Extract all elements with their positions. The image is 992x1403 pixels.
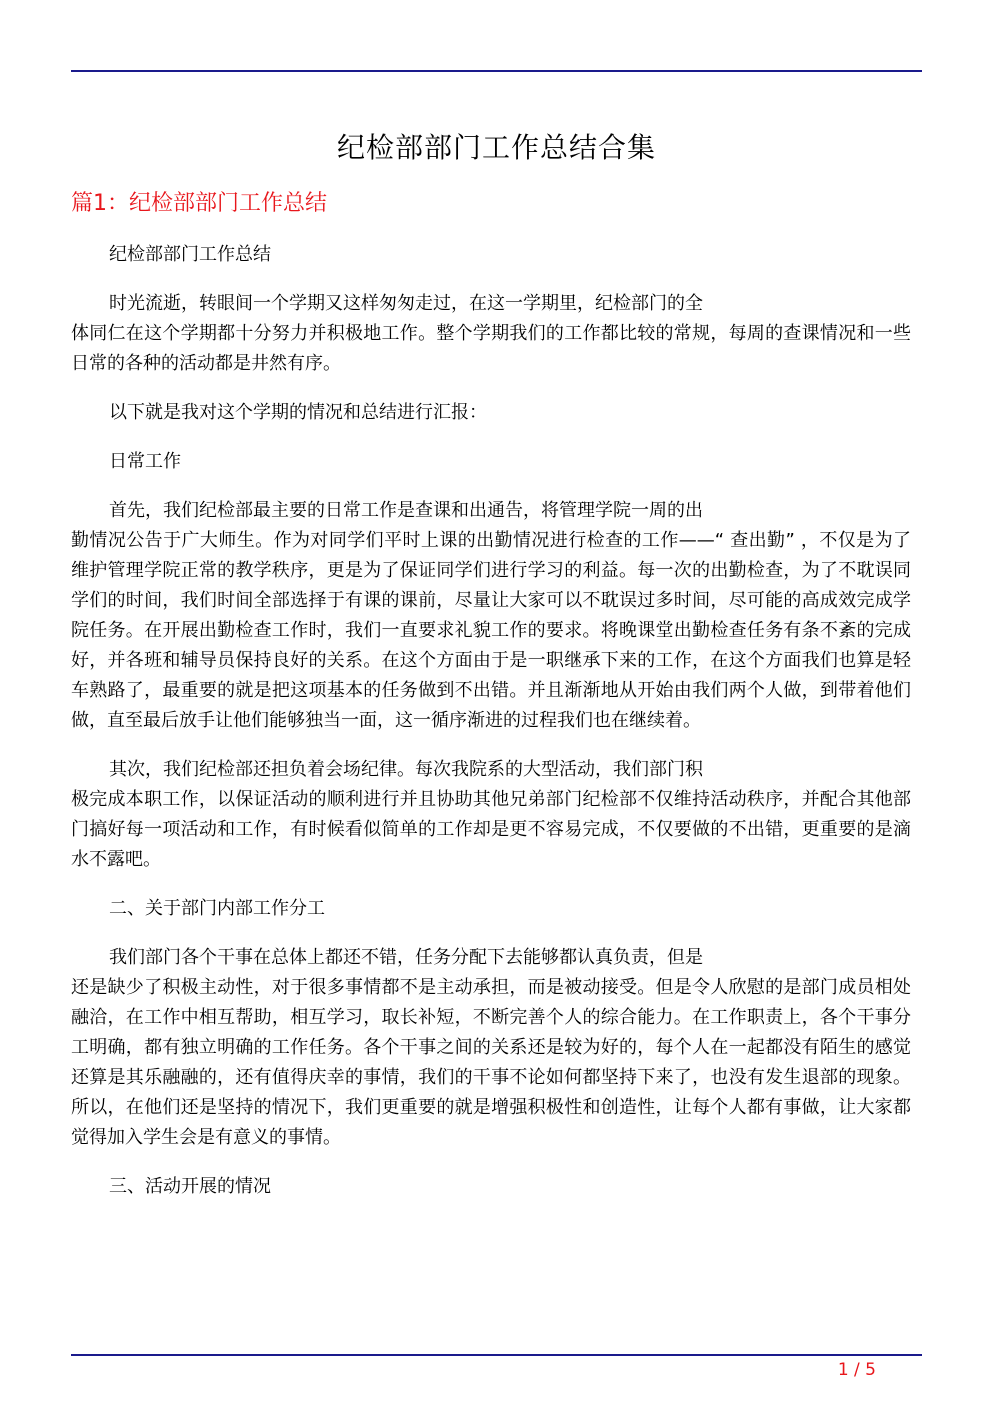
paragraph bbox=[71, 447, 911, 477]
footer-rule bbox=[71, 1354, 922, 1356]
paragraph-first-line: 首先，我们纪检部最主要的日常工作是查课和出通告，将管理学院一周的出 bbox=[109, 500, 703, 521]
paragraph bbox=[71, 894, 911, 924]
paragraph-first-line: 三、活动开展的情况 bbox=[109, 1176, 271, 1197]
paragraph bbox=[71, 755, 911, 875]
paragraph-first-line: 我们部门各个干事在总体上都还不错，任务分配下去能够都认真负责，但是 bbox=[109, 947, 703, 968]
paragraph-continuation: 勤情况公告于广大师生。作为对同学们平时上课的出勤情况进行检查的工作——“ 查出勤” ，不仅是为了维护管理学院正常的教学秩序，更是为了保证同学们进行学习的利益。每一次的出勤检查，为了不耽误同学们的时间，我们时间全部选择于有课的课前，尽量让大家可以不耽误过多时间，尽可能的高成效完成学院任务。在开展出勤检查工作时，我们一直要求礼貌工作的要求。将晚课堂出勤检查任务有条不紊的完成好，并各班和辅导员保持良好的关系。在这个方面由于是一职继承下来的工作，在这个方面我们也算是轻车熟路了，最重要的就是把这项基本的任务做到不出错。并且渐渐地从开始由我们两个人做，到带着他们做，直至最后放手让他们能够独当一面，这一循序渐进的过程我们也在继续着。 bbox=[71, 530, 911, 731]
paragraph-continuation: 极完成本职工作，以保证活动的顺利进行并且协助其他兄弟部门纪检部不仅维持活动秩序，并配合其他部门搞好每一项活动和工作，有时候看似简单的工作却是更不容易完成，不仅要做的不出错，更重要的是滴水不露吧。 bbox=[71, 789, 911, 870]
paragraph-first-line: 二、关于部门内部工作分工 bbox=[109, 898, 325, 919]
paragraph bbox=[71, 398, 911, 428]
paragraph-continuation: 体同仁在这个学期都十分努力并积极地工作。整个学期我们的工作都比较的常规，每周的查课情况和一些日常的各种的活动都是井然有序。 bbox=[71, 323, 911, 374]
page-number: 1 / 5 bbox=[837, 1360, 876, 1380]
document-title: 纪检部部门工作总结合集 bbox=[336, 131, 656, 164]
paragraph bbox=[71, 240, 911, 270]
paragraph bbox=[71, 289, 911, 379]
section-heading: 篇1：纪检部部门工作总结 bbox=[71, 191, 327, 216]
paragraph-first-line: 纪检部部门工作总结 bbox=[109, 244, 271, 265]
paragraph-continuation: 还是缺少了积极主动性，对于很多事情都不是主动承担，而是被动接受。但是令人欣慰的是部门成员相处融洽，在工作中相互帮助，相互学习，取长补短，不断完善个人的综合能力。在工作职责上，各个干事分工明确，都有独立明确的工作任务。各个干事之间的关系还是较为好的，每个人在一起都没有陌生的感觉还算是其乐融融的，还有值得庆幸的事情，我们的干事不论如何都坚持下来了，也没有发生退部的现象。所以，在他们还是坚持的情况下，我们更重要的就是增强积极性和创造性，让每个人都有事做，让大家都觉得加入学生会是有意义的事情。 bbox=[71, 977, 911, 1148]
paragraph bbox=[71, 943, 911, 1153]
paragraph-first-line: 时光流逝，转眼间一个学期又这样匆匆走过，在这一学期里，纪检部门的全 bbox=[109, 293, 703, 314]
header-rule bbox=[71, 70, 922, 72]
paragraph bbox=[71, 1172, 911, 1202]
document-body bbox=[71, 240, 911, 1221]
paragraph bbox=[71, 496, 911, 736]
paragraph-first-line: 以下就是我对这个学期的情况和总结进行汇报： bbox=[109, 402, 487, 423]
paragraph-first-line: 日常工作 bbox=[109, 451, 181, 472]
paragraph-first-line: 其次，我们纪检部还担负着会场纪律。每次我院系的大型活动，我们部门积 bbox=[109, 759, 703, 780]
